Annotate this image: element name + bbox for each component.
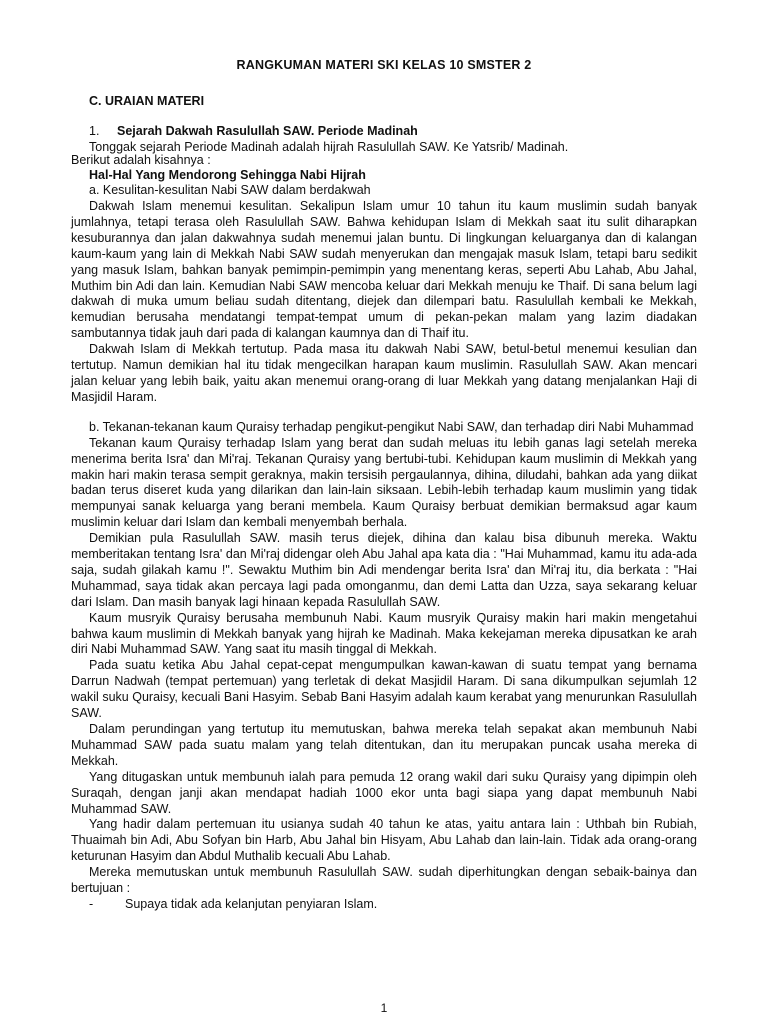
- item-heading-text: Sejarah Dakwah Rasulullah SAW. Periode Madinah: [117, 124, 418, 138]
- paragraph: Yang hadir dalam pertemuan itu usianya sudah 40 tahun ke atas, yaitu antara lain : Uthbah bin Rubiah, Thuaimah bin Adi, Abu Sofyan bin Harb, Abu Jahal bin Hisyam, Abu Lahab dan lain-lain. Tidak ada orang-orang keturunan Hasyim dan Abdul Muthalib kecuali Abu Lahab.: [71, 817, 697, 864]
- bullet-item: [71, 897, 697, 913]
- paragraph: Dalam perundingan yang tertutup itu memutuskan, bahwa mereka telah sepakat akan membunuh Nabi Muhammad SAW pada suatu malam yang telah ditentukan, dan itu merupakan puncak usaha mereka di Mekkah.: [71, 722, 697, 768]
- intro-line: Tonggak sejarah Periode Madinah adalah hijrah Rasulullah SAW. Ke Yatsrib/ Madinah.: [89, 140, 569, 154]
- page-number: 1: [380, 1001, 388, 1015]
- body-text: [71, 199, 697, 913]
- sub-point-b: b. Tekanan-tekanan kaum Quraisy terhadap pengikut-pengikut Nabi SAW, dan terhadap diri Nabi Muhammad: [89, 419, 694, 434]
- paragraph: Tekanan kaum Quraisy terhadap Islam yang berat dan sudah meluas itu lebih ganas lagi setelah mereka menerima berita Isra' dan Mi'raj. Tekanan Quraisy yang bertubi-tubi. Kehidupan kaum muslimin di Mekkah yang makin hari makin terasa sempit geraknya, makin tersisih pergaulannya, dihina, diludahi, bahkan ada yang diikat badan terus diseret kuda yang dilarikan dan lain-lain siksaan. Lebih-lebih terhadap kaum muslimin yang tidak mempunyai sanak keluarga yang berani membela. Kaum Quraisy berbuat demikian bermaksud agar kaum muslimin keluar dari Islam dan kembali menyembah berhala.: [71, 435, 697, 530]
- bullet-dash: -: [89, 896, 94, 911]
- paragraph: Demikian pula Rasulullah SAW. masih terus diejek, dihina dan kalau bisa dibunuh mereka. Waktu memberitakan tentang Isra' dan Mi'raj didengar oleh Abu Jahal apa kata dia : "Hai Muhammad, kamu itu ada-ada saja, sudah gilakah kamu !". Sewaktu Muthim bin Adi mendengar berita Isra' dan Mi'raj itu, dia berkata : "Hai Muhammad, saya tidak akan percaya lagi pada omonganmu, dan demi Latta dan Uzza, saya sekarang keluar dari Islam. Dan masih banyak lagi hinaan kepada Rasulullah SAW.: [71, 531, 697, 609]
- item-number: 1.: [89, 124, 100, 138]
- document-title: RANGKUMAN MATERI SKI KELAS 10 SMSTER 2: [236, 58, 532, 72]
- paragraph: Kaum musryik Quraisy berusaha membunuh Nabi. Kaum musryik Quraisy makin hari makin mengetahui bahwa kaum muslimin di Mekkah banyak yang hijrah ke Madinah. Maka kekejaman mereka dipusatkan ke arah diri Nabi Muhammad SAW. Yang saat itu masih tinggal di Mekkah.: [71, 610, 697, 657]
- numbered-heading: [89, 124, 418, 138]
- subheading: Hal-Hal Yang Mendorong Sehingga Nabi Hijrah: [89, 168, 366, 182]
- paragraph: Dakwah Islam menemui kesulitan. Sekalipun Islam umur 10 tahun itu kaum muslimin sudah banyak jumlahnya, tetapi terasa oleh Rasulullah SAW. Bahwa kehidupan Islam di Mekkah saat itu sulit diharapkan kesuburannya dan jalan dakwahnya sudah menemui jalan buntu. Di lingkungan keluarganya dan di kalangan kaum-kaum yang lain di Mekkah Nabi SAW sudah menyerukan dan mengajak masuk Islam, tetapi baru sedikit yang masuk Islam, bahkan banyak pemimpin-pemimpin yang menentang keras, seperti Abu Lahab, Abu Jahal, Muthim bin Adi dan lain. Kemudian Nabi SAW mencoba keluar dari Mekkah menuju ke Thaif. Di sana belum lagi dakwah di muka umum beliau sudah ditentang, diejek dan dilempari batu. Rasulullah kembali ke Mekkah, kemudian berusaha mendatangi tempat-tempat umum di pekan-pekan malam yang lazim diadakan sambutannya tidak jauh dari pada di kalangan kaumnya dan di Thaif itu.: [71, 199, 697, 341]
- bullet-text: Supaya tidak ada kelanjutan penyiaran Islam.: [125, 896, 378, 911]
- intro-line-continued: Berikut adalah kisahnya :: [71, 153, 211, 167]
- paragraph: Yang ditugaskan untuk membunuh ialah para pemuda 12 orang wakil dari suku Quraisy yang dipimpin oleh Suraqah, dengan janji akan mendapat hadiah 1000 ekor unta bagi siapa yang dapat membunuh Nabi Muhammad SAW.: [71, 769, 697, 816]
- sub-point-a: a. Kesulitan-kesulitan Nabi SAW dalam berdakwah: [89, 183, 371, 197]
- paragraph: Mereka memutuskan untuk membunuh Rasulullah SAW. sudah diperhitungkan dengan sebaik-bainya dan bertujuan :: [71, 865, 697, 896]
- section-heading: C. URAIAN MATERI: [89, 94, 205, 108]
- paragraph: Dakwah Islam di Mekkah tertutup. Pada masa itu dakwah Nabi SAW, betul-betul menemui kesulian dan tertutup. Namun demikian hal itu tidak mengecilkan harapan kaum muslimin. Rasulullah SAW. Akan mencari jalan keluar yang lebih baik, yaitu akan menemui orang-orang di luar Mekkah yang datang menjalankan Haji di Masjidil Haram.: [71, 342, 697, 404]
- paragraph: Pada suatu ketika Abu Jahal cepat-cepat mengumpulkan kawan-kawan di suatu tempat yang bernama Darrun Nadwah (tempat pertemuan) yang terletak di dekat Masjidil Haram. Di sana dikumpulkan sejumlah 12 wakil suku Quraisy, kecuali Bani Hasyim. Sebab Bani Hasyim adalah kaum kerabat yang menurunkan Rasulullah SAW.: [71, 658, 697, 721]
